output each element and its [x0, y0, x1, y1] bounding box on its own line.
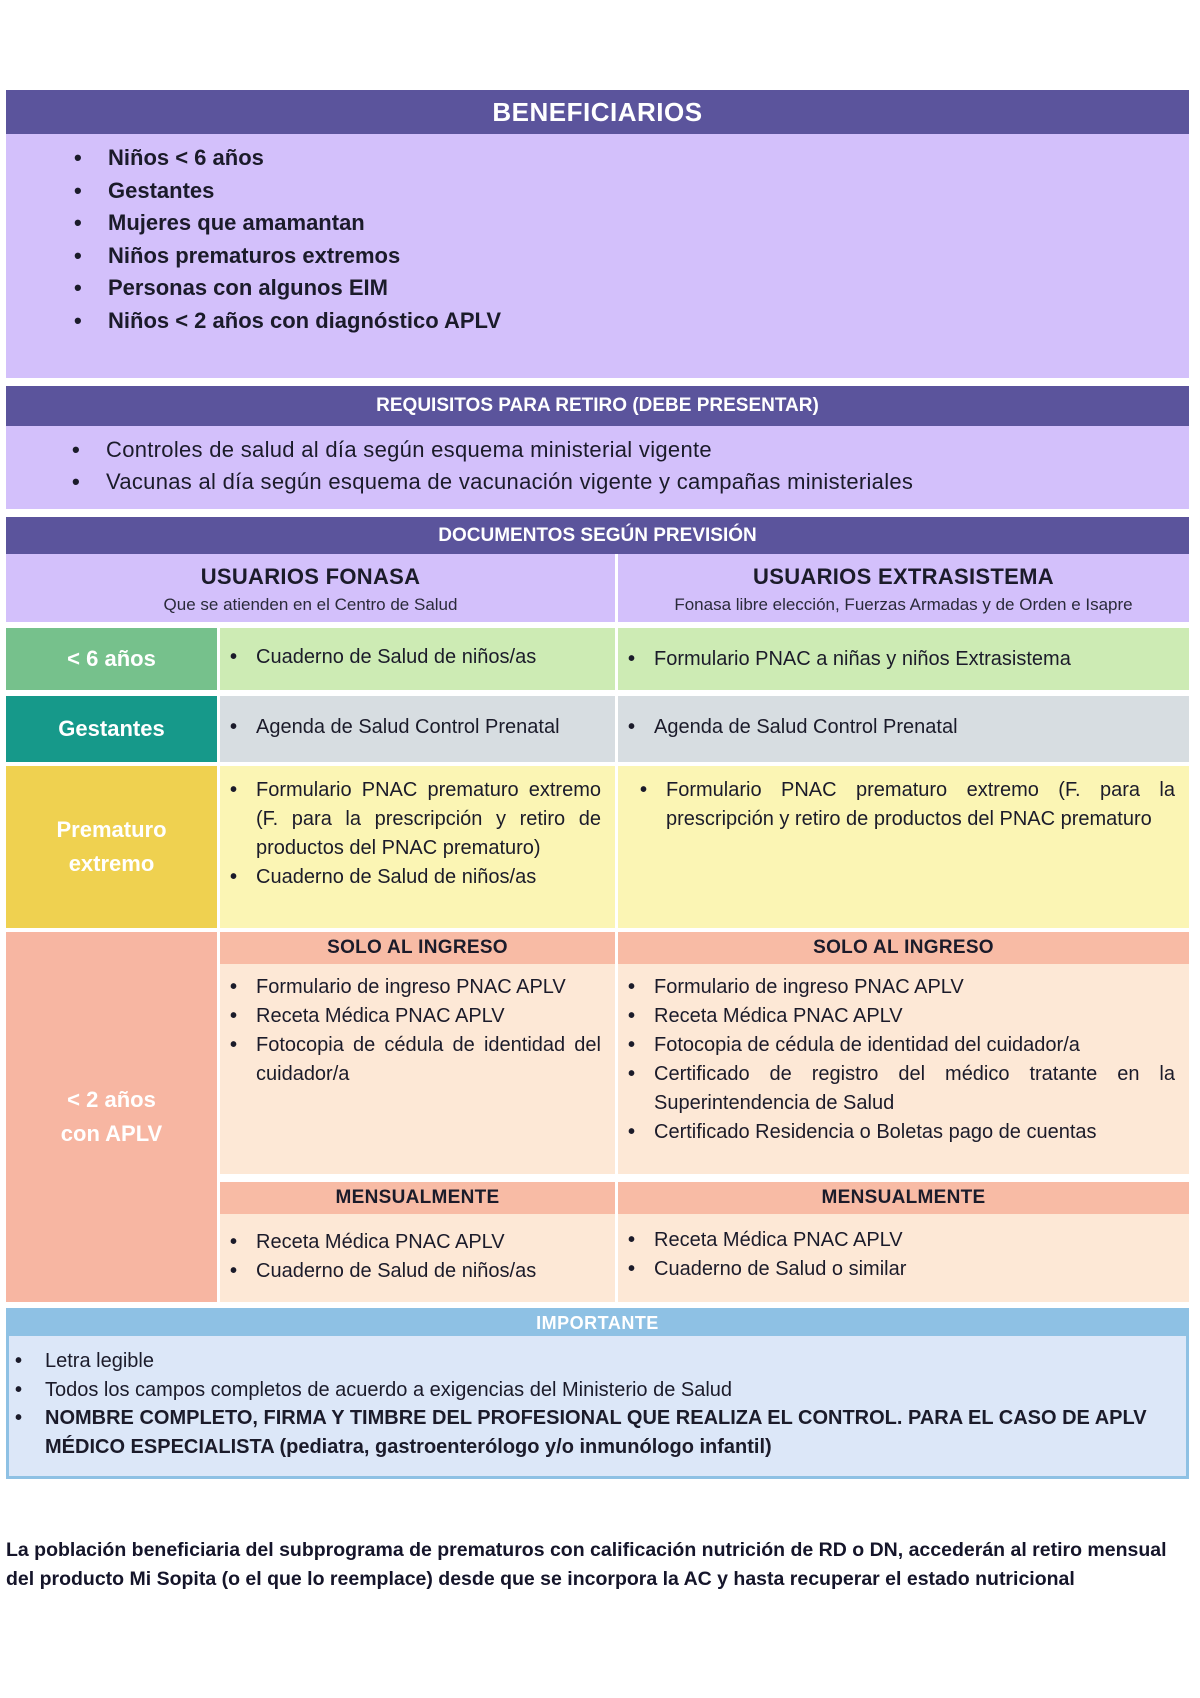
requisitos-list [72, 434, 913, 498]
list-item: • Formulario PNAC a niñas y niños Extrasistema [628, 645, 1175, 674]
list-item: • Formulario de ingreso PNAC APLV [230, 973, 601, 1002]
aplv-mensual-fonasa-cell [220, 1214, 615, 1302]
list-item: • Cuaderno de Salud de niños/as [230, 1257, 601, 1286]
row-label-prematuro [6, 766, 217, 928]
menor6-fonasa-cell [220, 628, 615, 690]
beneficiarios-section [6, 90, 1189, 378]
row-label-text: Gestantes [58, 716, 165, 741]
list-item: • Receta Médica PNAC APLV [230, 1002, 601, 1031]
row-label-aplv [6, 932, 217, 1302]
extrasistema-column-header [618, 554, 1189, 622]
list-item: • Niños < 6 años [74, 142, 501, 175]
aplv-ingreso-extra-cell [618, 964, 1189, 1174]
list-item: • NOMBRE COMPLETO, FIRMA Y TIMBRE DEL PROFESIONAL QUE REALIZA EL CONTROL. PARA EL CASO DE APLV MÉDICO ESPECIALISTA (pediatra, gastroenterólogo y/o inmunólogo infantil) [15, 1404, 1156, 1461]
aplv-mensual-extra-cell [618, 1214, 1189, 1302]
list-item: • Mujeres que amamantan [74, 207, 501, 240]
list-item: • Niños < 2 años con diagnóstico APLV [74, 305, 501, 338]
row-label-line1: Prematuro [56, 817, 167, 842]
prematuro-extra-cell [618, 766, 1189, 928]
list-item: • Agenda de Salud Control Prenatal [628, 713, 1175, 742]
importante-list [15, 1347, 1156, 1461]
importante-title: IMPORTANTE [9, 1311, 1186, 1336]
menor6-extra-cell [618, 628, 1189, 690]
list-item: • Letra legible [15, 1347, 1156, 1376]
list-item: • Formulario PNAC prematuro extremo (F. para la prescripción y retiro de productos del PNAC prematuro [640, 776, 1175, 834]
list-item: • Certificado de registro del médico tratante en la Superintendencia de Salud [628, 1060, 1175, 1118]
requisitos-title: REQUISITOS PARA RETIRO (DEBE PRESENTAR) [6, 386, 1189, 426]
list-item: • Cuaderno de Salud de niños/as [230, 863, 601, 892]
list-item: • Formulario de ingreso PNAC APLV [628, 973, 1175, 1002]
list-item: • Receta Médica PNAC APLV [628, 1002, 1175, 1031]
list-item: • Todos los campos completos de acuerdo a exigencias del Ministerio de Salud [15, 1376, 1156, 1405]
gestantes-fonasa-cell [220, 696, 615, 762]
extrasistema-title: USUARIOS EXTRASISTEMA [753, 564, 1054, 589]
row-label-line2: extremo [68, 851, 155, 876]
row-label-menor6 [6, 628, 217, 690]
list-item: • Personas con algunos EIM [74, 272, 501, 305]
row-label-text: < 6 años [67, 646, 156, 671]
fonasa-column-header [6, 554, 615, 622]
requisitos-section [6, 386, 1189, 509]
fonasa-subtitle: Que se atienden en el Centro de Salud [163, 595, 458, 614]
gestantes-extra-cell [618, 696, 1189, 762]
solo-ingreso-extra-header: SOLO AL INGRESO [618, 932, 1189, 964]
aplv-ingreso-fonasa-cell [220, 964, 615, 1174]
mensualmente-extra-header: MENSUALMENTE [618, 1182, 1189, 1214]
list-item: • Agenda de Salud Control Prenatal [230, 713, 611, 742]
list-item: • Vacunas al día según esquema de vacunación vigente y campañas ministeriales [72, 466, 913, 498]
importante-section [6, 1308, 1189, 1479]
prematuro-fonasa-cell [220, 766, 615, 928]
beneficiarios-list [74, 142, 501, 337]
fonasa-title: USUARIOS FONASA [200, 564, 421, 589]
beneficiarios-title: BENEFICIARIOS [6, 90, 1189, 134]
mensualmente-fonasa-header: MENSUALMENTE [220, 1182, 615, 1214]
list-item: • Receta Médica PNAC APLV [628, 1226, 1175, 1255]
footer-note: La población beneficiaria del subprograma de prematuros con calificación nutrición de RD o DN, accederán al retiro mensual del producto Mi Sopita (o el que lo reemplace) desde que se incorpora la AC y hasta recuperar el estado nutricional [6, 1538, 1167, 1590]
row-label-gestantes [6, 696, 217, 762]
list-item: • Receta Médica PNAC APLV [230, 1228, 601, 1257]
list-item: • Cuaderno de Salud o similar [628, 1255, 1175, 1284]
row-label-line2: con APLV [60, 1121, 163, 1146]
list-item: • Certificado Residencia o Boletas pago de cuentas [628, 1118, 1175, 1147]
extrasistema-subtitle: Fonasa libre elección, Fuerzas Armadas y de Orden e Isapre [674, 595, 1133, 614]
list-item: • Fotocopia de cédula de identidad del cuidador/a [628, 1031, 1175, 1060]
documentos-title: DOCUMENTOS SEGÚN PREVISIÓN [6, 517, 1189, 554]
list-item: • Gestantes [74, 175, 501, 208]
list-item: • Niños prematuros extremos [74, 240, 501, 273]
row-label-line1: < 2 años [67, 1087, 156, 1112]
solo-ingreso-fonasa-header: SOLO AL INGRESO [220, 932, 615, 964]
list-item: • Fotocopia de cédula de identidad del cuidador/a [230, 1031, 601, 1089]
list-item: • Formulario PNAC prematuro extremo (F. para la prescripción y retiro de productos del PNAC prematuro) [230, 776, 601, 863]
list-item: • Controles de salud al día según esquema ministerial vigente [72, 434, 913, 466]
list-item: • Cuaderno de Salud de niños/as [230, 643, 601, 672]
